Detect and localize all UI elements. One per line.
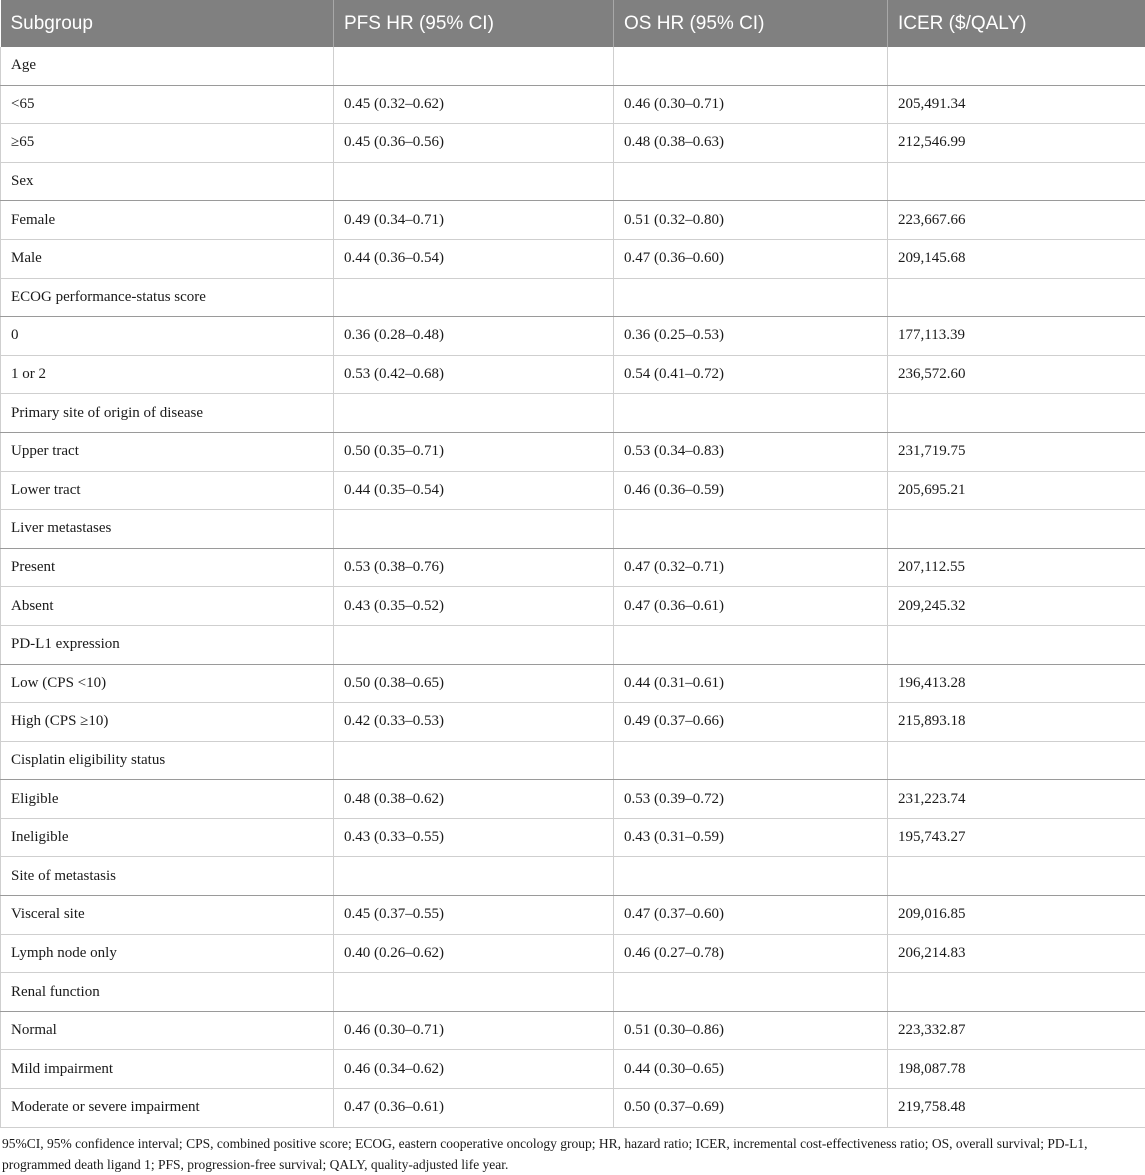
os-hr-cell [614,47,888,85]
subgroup-cell: Eligible [1,780,334,819]
table-header [1,0,1145,47]
icer-cell [888,741,1145,780]
subgroup-cell: <65 [1,85,334,124]
pfs-hr-cell [334,47,614,85]
icer-cell: 207,112.55 [888,548,1145,587]
pfs-hr-cell: 0.44 (0.35–0.54) [334,471,614,510]
pfs-hr-cell: 0.49 (0.34–0.71) [334,201,614,240]
icer-cell: 215,893.18 [888,703,1145,742]
icer-cell: 198,087.78 [888,1050,1145,1089]
os-hr-cell: 0.44 (0.30–0.65) [614,1050,888,1089]
os-hr-cell: 0.47 (0.37–0.60) [614,896,888,935]
table-row [1,664,1145,703]
icer-cell: 223,667.66 [888,201,1145,240]
os-hr-cell [614,857,888,896]
table-row [1,317,1145,356]
os-hr-cell [614,278,888,317]
os-hr-cell [614,741,888,780]
pfs-hr-cell [334,510,614,549]
pfs-hr-cell: 0.43 (0.33–0.55) [334,818,614,857]
os-hr-cell: 0.47 (0.32–0.71) [614,548,888,587]
header-subgroup: Subgroup [1,0,334,47]
table-row [1,1089,1145,1128]
group-row [1,625,1145,664]
table-row [1,85,1145,124]
subgroup-cell: ECOG performance-status score [1,278,334,317]
table-row [1,818,1145,857]
pfs-hr-cell: 0.53 (0.42–0.68) [334,355,614,394]
os-hr-cell: 0.47 (0.36–0.61) [614,587,888,626]
icer-cell: 209,245.32 [888,587,1145,626]
icer-cell [888,394,1145,433]
table-row [1,780,1145,819]
icer-cell: 195,743.27 [888,818,1145,857]
group-row [1,47,1145,85]
table-row [1,934,1145,973]
subgroup-cell: Mild impairment [1,1050,334,1089]
group-row [1,857,1145,896]
os-hr-cell: 0.51 (0.32–0.80) [614,201,888,240]
os-hr-cell: 0.51 (0.30–0.86) [614,1011,888,1050]
table-row [1,587,1145,626]
group-row [1,510,1145,549]
subgroup-cell: Cisplatin eligibility status [1,741,334,780]
pfs-hr-cell: 0.44 (0.36–0.54) [334,239,614,278]
pfs-hr-cell: 0.36 (0.28–0.48) [334,317,614,356]
icer-cell [888,973,1145,1012]
table-row [1,471,1145,510]
pfs-hr-cell [334,625,614,664]
icer-cell: 205,695.21 [888,471,1145,510]
pfs-hr-cell [334,741,614,780]
os-hr-cell [614,510,888,549]
subgroup-cell: ≥65 [1,124,334,163]
icer-cell: 236,572.60 [888,355,1145,394]
table-row [1,124,1145,163]
icer-cell: 177,113.39 [888,317,1145,356]
pfs-hr-cell: 0.53 (0.38–0.76) [334,548,614,587]
os-hr-cell: 0.47 (0.36–0.60) [614,239,888,278]
header-icer: ICER ($/QALY) [888,0,1145,47]
subgroup-cell: 0 [1,317,334,356]
os-hr-cell: 0.36 (0.25–0.53) [614,317,888,356]
icer-cell: 219,758.48 [888,1089,1145,1128]
pfs-hr-cell: 0.50 (0.35–0.71) [334,432,614,471]
group-row [1,741,1145,780]
icer-cell: 231,223.74 [888,780,1145,819]
icer-cell: 223,332.87 [888,1011,1145,1050]
icer-cell: 212,546.99 [888,124,1145,163]
icer-cell [888,162,1145,201]
subgroup-cell: Liver metastases [1,510,334,549]
pfs-hr-cell [334,973,614,1012]
icer-cell: 209,145.68 [888,239,1145,278]
pfs-hr-cell: 0.45 (0.37–0.55) [334,896,614,935]
subgroup-cell: Sex [1,162,334,201]
os-hr-cell [614,394,888,433]
table-row [1,1050,1145,1089]
table-row [1,548,1145,587]
subgroup-cell: High (CPS ≥10) [1,703,334,742]
table-row [1,896,1145,935]
table-row [1,239,1145,278]
icer-cell: 196,413.28 [888,664,1145,703]
header-os-hr: OS HR (95% CI) [614,0,888,47]
table-row [1,703,1145,742]
subgroup-cell: Lower tract [1,471,334,510]
table-row [1,1011,1145,1050]
os-hr-cell: 0.46 (0.36–0.59) [614,471,888,510]
subgroup-cell: Renal function [1,973,334,1012]
os-hr-cell: 0.46 (0.30–0.71) [614,85,888,124]
icer-cell: 231,719.75 [888,432,1145,471]
pfs-hr-cell: 0.45 (0.36–0.56) [334,124,614,163]
header-pfs-hr: PFS HR (95% CI) [334,0,614,47]
group-row [1,162,1145,201]
subgroup-cell: Female [1,201,334,240]
pfs-hr-cell: 0.43 (0.35–0.52) [334,587,614,626]
subgroup-cell: Primary site of origin of disease [1,394,334,433]
os-hr-cell: 0.49 (0.37–0.66) [614,703,888,742]
subgroup-cell: Upper tract [1,432,334,471]
pfs-hr-cell [334,162,614,201]
pfs-hr-cell: 0.50 (0.38–0.65) [334,664,614,703]
os-hr-cell [614,162,888,201]
pfs-hr-cell: 0.42 (0.33–0.53) [334,703,614,742]
os-hr-cell: 0.48 (0.38–0.63) [614,124,888,163]
subgroup-cell: Moderate or severe impairment [1,1089,334,1128]
group-row [1,394,1145,433]
pfs-hr-cell: 0.40 (0.26–0.62) [334,934,614,973]
subgroup-cell: PD-L1 expression [1,625,334,664]
subgroup-cell: Male [1,239,334,278]
pfs-hr-cell [334,394,614,433]
subgroup-cell: 1 or 2 [1,355,334,394]
table-body [1,47,1145,1127]
icer-cell: 205,491.34 [888,85,1145,124]
os-hr-cell: 0.50 (0.37–0.69) [614,1089,888,1128]
os-hr-cell: 0.46 (0.27–0.78) [614,934,888,973]
subgroup-cell: Ineligible [1,818,334,857]
pfs-hr-cell [334,857,614,896]
os-hr-cell: 0.54 (0.41–0.72) [614,355,888,394]
subgroup-cell: Visceral site [1,896,334,935]
os-hr-cell [614,973,888,1012]
subgroup-cell: Normal [1,1011,334,1050]
subgroup-cell: Low (CPS <10) [1,664,334,703]
group-row [1,278,1145,317]
os-hr-cell: 0.53 (0.39–0.72) [614,780,888,819]
os-hr-cell: 0.44 (0.31–0.61) [614,664,888,703]
icer-cell [888,278,1145,317]
subgroup-cell: Present [1,548,334,587]
table-footnote: 95%CI, 95% confidence interval; CPS, combined positive score; ECOG, eastern cooperative oncology group; HR, hazard ratio; ICER, incremental cost-effectiveness ratio; OS, overall survival; PD-L1, programmed death ligand 1; PFS, progression-free survival; QALY, quality-adjusted life year. [0,1128,1145,1175]
os-hr-cell: 0.43 (0.31–0.59) [614,818,888,857]
icer-cell [888,510,1145,549]
os-hr-cell [614,625,888,664]
icer-cell: 206,214.83 [888,934,1145,973]
icer-cell: 209,016.85 [888,896,1145,935]
subgroup-cell: Site of metastasis [1,857,334,896]
table-row [1,355,1145,394]
pfs-hr-cell [334,278,614,317]
subgroup-cell: Absent [1,587,334,626]
subgroup-cell: Age [1,47,334,85]
icer-cell [888,625,1145,664]
pfs-hr-cell: 0.46 (0.30–0.71) [334,1011,614,1050]
pfs-hr-cell: 0.48 (0.38–0.62) [334,780,614,819]
subgroup-cell: Lymph node only [1,934,334,973]
header-row [1,0,1145,47]
os-hr-cell: 0.53 (0.34–0.83) [614,432,888,471]
icer-cell [888,47,1145,85]
group-row [1,973,1145,1012]
icer-cell [888,857,1145,896]
pfs-hr-cell: 0.46 (0.34–0.62) [334,1050,614,1089]
table-row [1,432,1145,471]
pfs-hr-cell: 0.47 (0.36–0.61) [334,1089,614,1128]
table-row [1,201,1145,240]
pfs-hr-cell: 0.45 (0.32–0.62) [334,85,614,124]
